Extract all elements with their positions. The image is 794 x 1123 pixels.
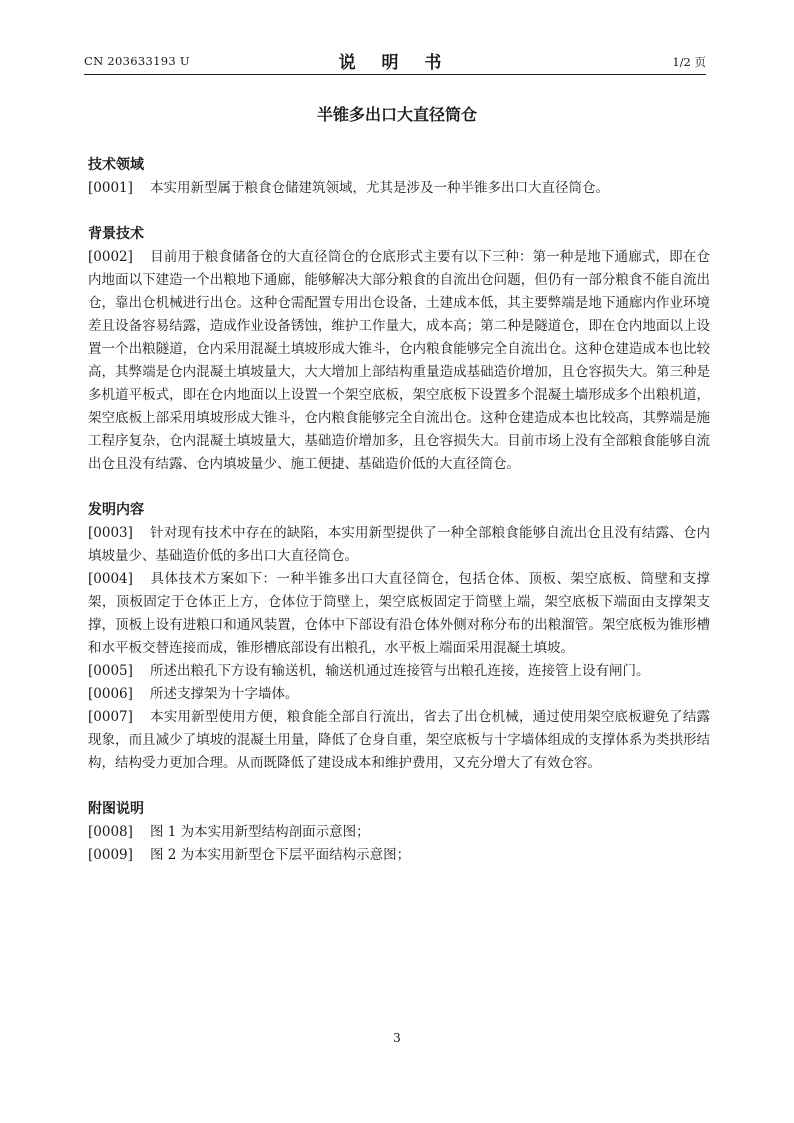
paragraph-text: 图 1 为本实用新型结构剖面示意图；	[150, 824, 370, 840]
paragraph-text: 目前用于粮食储备仓的大直径筒仓的仓底形式主要有以下三种：第一种是地下通廊式，即在仓内地面以下建造一个出粮地下通廊，能够解决大部分粮食的自流出仓问题，但仍有一部分粮食不能自流出仓，靠出仓机械进行出仓。这种仓需配置专用出仓设备，土建成本低，其主要弊端是地下通廊内作业环境差且设备容易结露，造成作业设备锈蚀，维护工作量大，成本高；第二种是隧道仓，即在仓内地面以上设置一个出粮隧道，仓内采用混凝土填坡形成大锥斗，仓内粮食能够完全自流出仓。这种仓建造成本也比较高，其弊端是仓内混凝土填坡量大，大大增加上部结构重量造成基础造价增加，且仓容损失大。第三种是多机道平板式，即在仓内地面以上设置一个架空底板，架空底板下设置多个混凝土墙形成多个出粮机道，架空底板上部采用填坡形成大锥斗，仓内粮食能够完全自流出仓。这种仓建造成本也比较高，其弊端是施工程序复杂，仓内混凝土填坡量大，基础造价增加多，且仓容损失大。目前市场上没有全部粮食能够自流出仓且没有结露、仓内填坡量少、施工便捷、基础造价低的大直径筒仓。	[88, 249, 710, 472]
header-rule	[84, 74, 706, 75]
section-background	[88, 223, 710, 476]
page-header	[84, 48, 706, 74]
paragraph	[88, 683, 710, 706]
section-invention-content	[88, 499, 710, 775]
paragraph-number: [0008]	[88, 824, 133, 840]
paragraph-text: 具体技术方案如下：一种半锥多出口大直径筒仓，包括仓体、顶板、架空底板、筒壁和支撑架，顶板固定于仓体正上方，仓体位于筒壁上，架空底板固定于筒壁上端，架空底板下端面由支撑架支撑，顶板上设有进粮口和通风装置，仓体中下部设有沿仓体外侧对称分布的出粮溜管。架空底板为锥形槽和水平板交替连接而成，锥形槽底部设有出粮孔，水平板上端面采用混凝土填坡。	[88, 571, 710, 656]
section-heading: 发明内容	[88, 502, 144, 518]
paragraph-text: 图 2 为本实用新型仓下层平面结构示意图；	[150, 847, 411, 863]
paragraph-text: 所述支撑架为十字墙体。	[150, 686, 299, 702]
page-number: 3	[393, 1031, 401, 1045]
paragraph	[88, 177, 710, 200]
paragraph-number: [0002]	[88, 249, 133, 265]
paragraph	[88, 706, 710, 775]
document-body	[88, 154, 710, 890]
paragraph-number: [0009]	[88, 847, 133, 863]
paragraph	[88, 660, 710, 683]
section-drawings-description	[88, 798, 710, 867]
section-heading: 附图说明	[88, 801, 144, 817]
paragraph-number: [0006]	[88, 686, 133, 702]
paragraph	[88, 844, 710, 867]
paragraph	[88, 568, 710, 660]
paragraph-text: 针对现有技术中存在的缺陷，本实用新型提供了一种全部粮食能够自流出仓且没有结露、仓内填坡量少、基础造价低的多出口大直径筒仓。	[88, 525, 710, 564]
section-heading: 技术领域	[88, 157, 144, 173]
paragraph-text: 本实用新型使用方便，粮食能全部自行流出，省去了出仓机械，通过使用架空底板避免了结露现象，而且减少了填坡的混凝土用量，降低了仓身自重，架空底板与十字墙体组成的支撑体系为类拱形结构，结构受力更加合理。从而既降低了建设成本和维护费用，又充分增大了有效仓容。	[88, 709, 710, 771]
section-technical-field	[88, 154, 710, 200]
paragraph-number: [0005]	[88, 663, 133, 679]
paragraph	[88, 246, 710, 476]
paragraph	[88, 522, 710, 568]
paragraph-number: [0004]	[88, 571, 133, 587]
paragraph-number: [0007]	[88, 709, 133, 725]
paragraph	[88, 821, 710, 844]
paragraph-number: [0001]	[88, 180, 133, 196]
paragraph-text: 所述出粮孔下方设有输送机，输送机通过连接管与出粮孔连接，连接管上设有闸门。	[150, 663, 650, 679]
section-heading: 背景技术	[88, 226, 144, 242]
page-label: 1/2 页	[672, 55, 706, 69]
paragraph-number: [0003]	[88, 525, 133, 541]
paragraph-text: 本实用新型属于粮食仓储建筑领域，尤其是涉及一种半锥多出口大直径筒仓。	[150, 180, 609, 196]
document-number: CN 203633193 U	[84, 54, 190, 68]
document-title: 半锥多出口大直径筒仓	[316, 105, 477, 124]
document-type: 说 明 书	[338, 53, 452, 73]
